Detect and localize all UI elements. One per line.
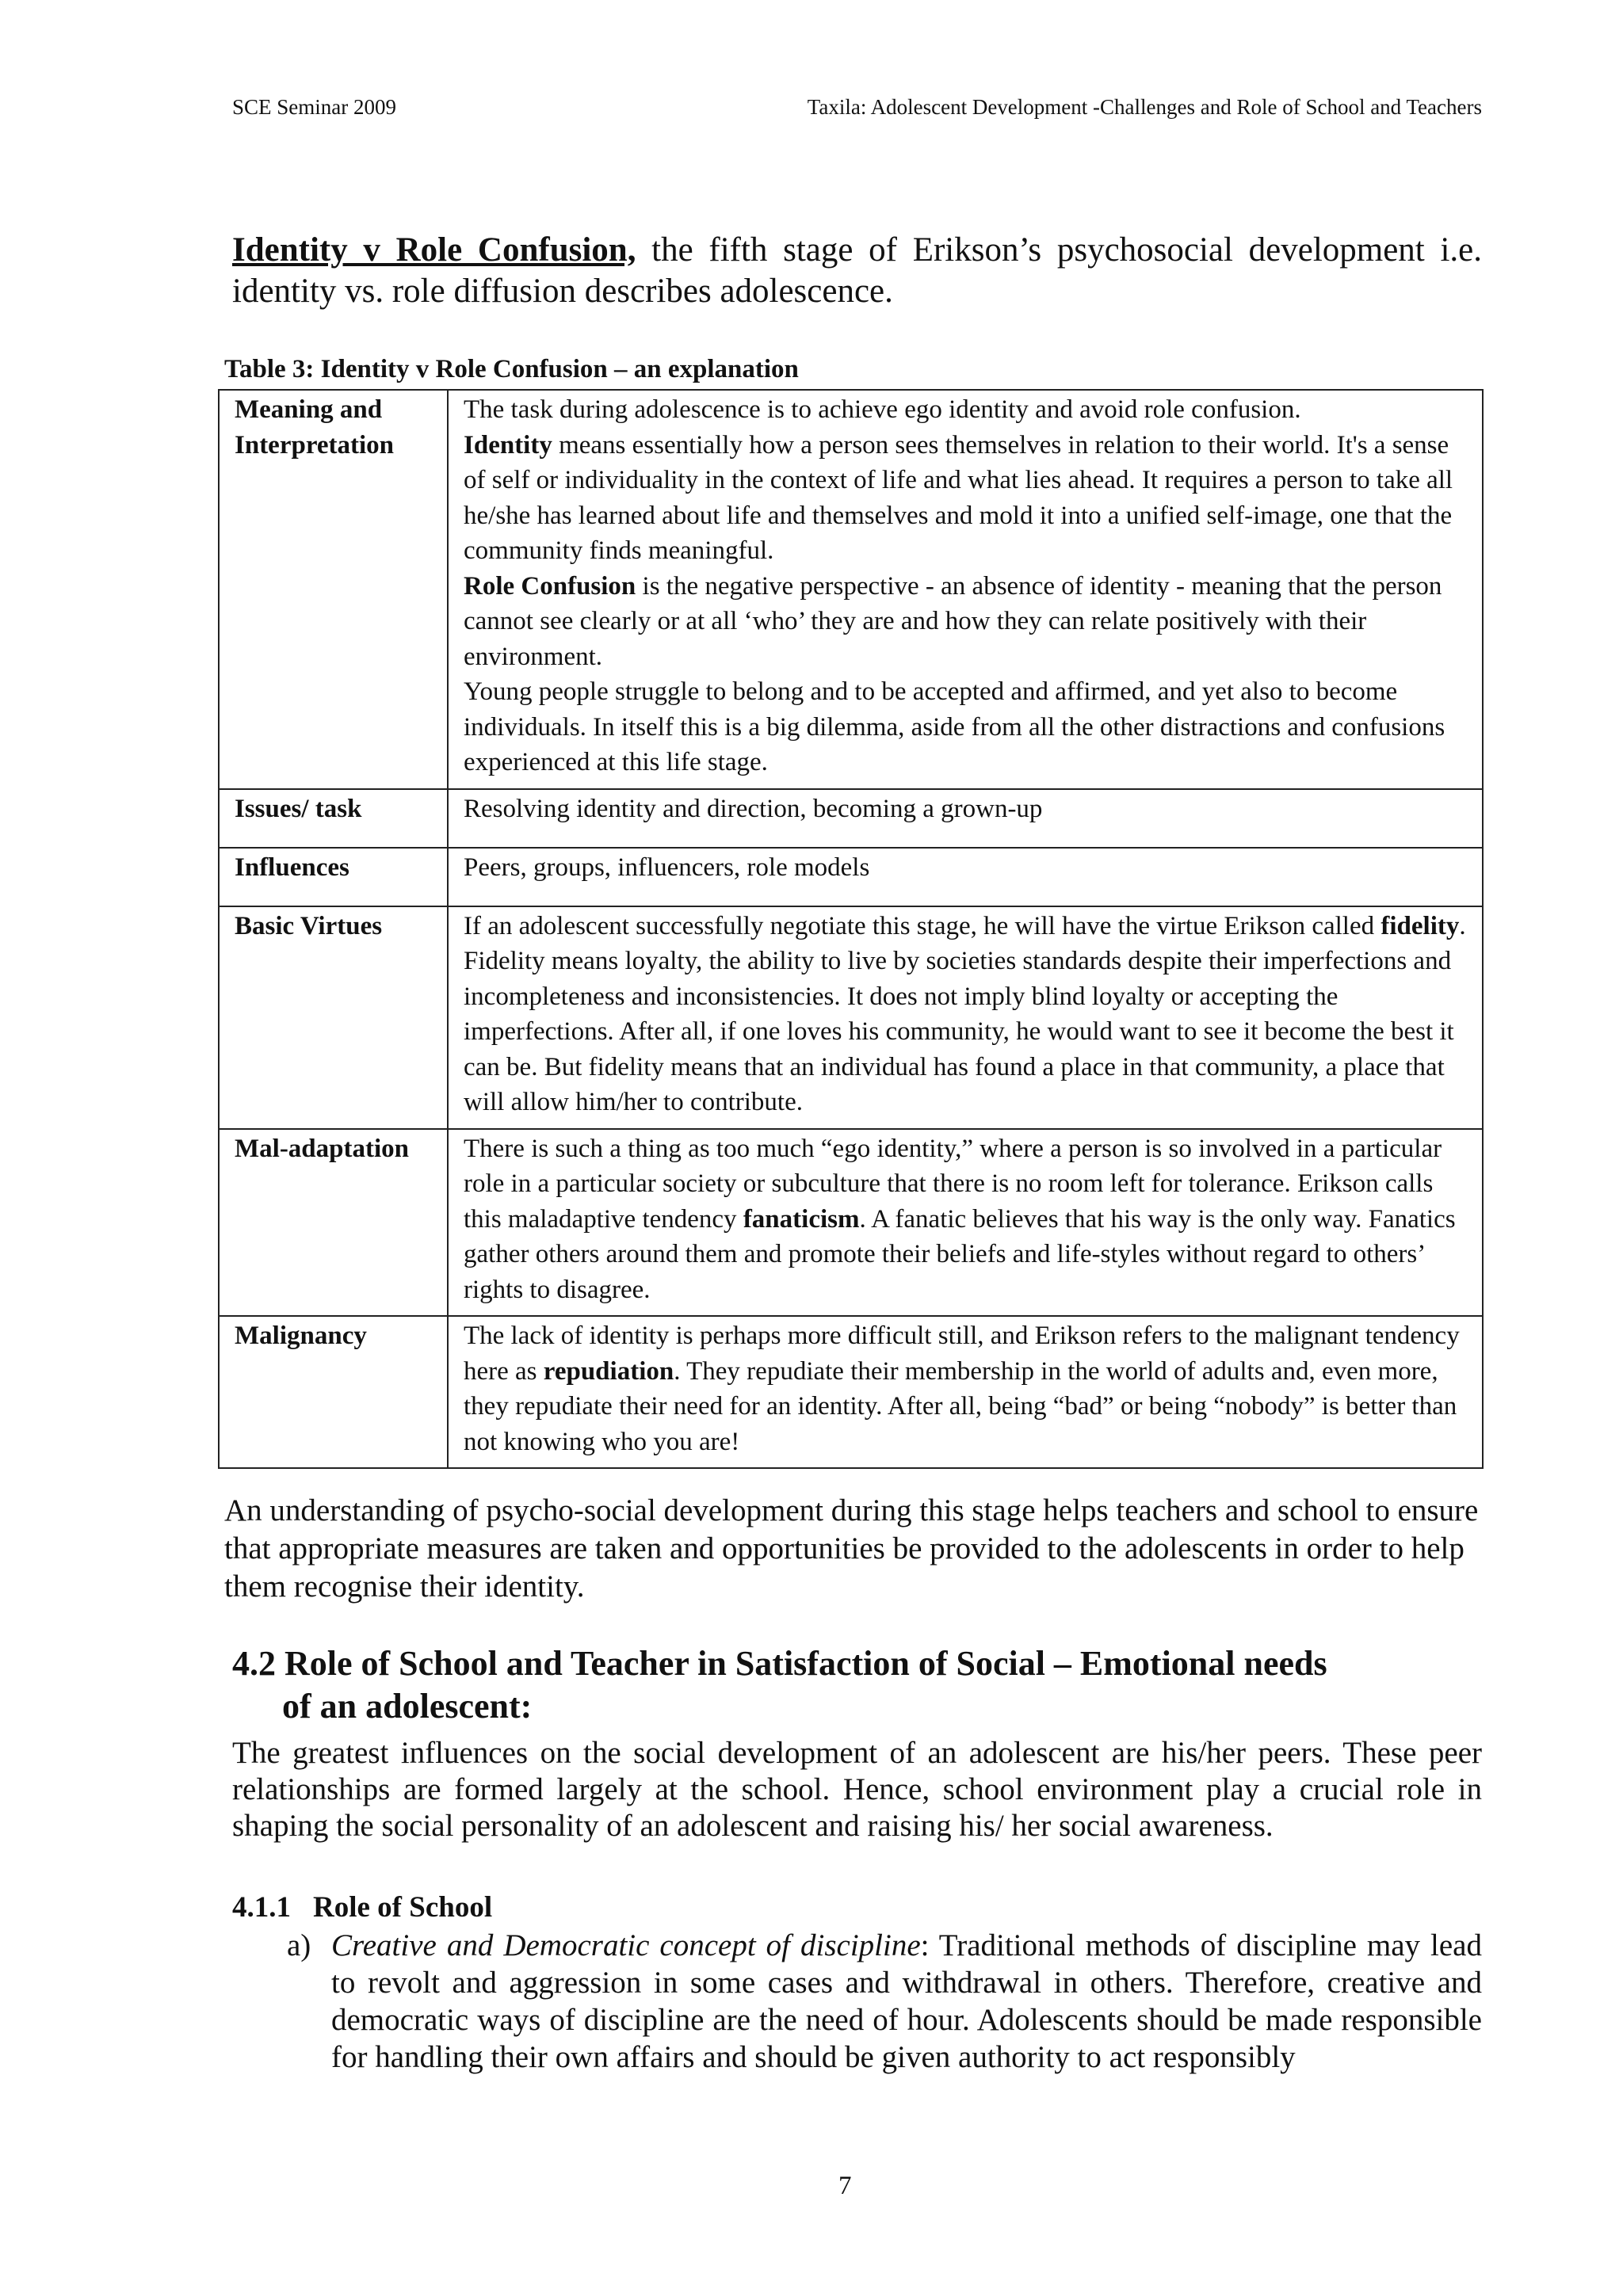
virtues-text-before: If an adolescent successfully negotiate this stage, he will have the virtue Erikson called [464, 911, 1381, 940]
table-row-maladaptation [219, 1129, 1483, 1317]
role-confusion-term: Role Confusion [464, 571, 636, 601]
section-body-paragraph: The greatest influences on the social development of an adolescent are his/her peers. These peer relationships are formed largely at the school. Hence, school environment play a crucial role in shaping the social personality of an adolescent and raising his/ her social awareness. [232, 1736, 1482, 1843]
table-caption: Table 3: Identity v Role Confusion – an explanation [224, 355, 799, 383]
subsection-title: Role of School [313, 1891, 493, 1924]
intro-lead: Identity v Role Confusion, [232, 231, 636, 269]
identity-definition: means essentially how a person sees themselves in relation to their world. It's a sense of self or individuality in the context of life and what lies ahead. It requires a person to take all he/she has learned about life and themselves and mold it into a unified self-image, one that the community finds meaningful. [464, 430, 1453, 565]
running-header-right: Taxila: Adolescent Development -Challenges and Role of School and Teachers [807, 95, 1482, 119]
row-body-meaning [448, 390, 1483, 789]
row-head-malignancy: Malignancy [219, 1316, 448, 1468]
row-body-virtues [448, 906, 1483, 1129]
after-table-paragraph: An understanding of psycho-social development during this stage helps teachers and school to ensure that appropriate measures are taken and opportunities be provided to the adolescents in order to help them recognise their identity. [224, 1493, 1479, 1604]
table-row-issues [219, 789, 1483, 848]
list-item-content [331, 1927, 1482, 2076]
subsection-number: 4.1.1 [232, 1891, 291, 1924]
section-heading [232, 1642, 1482, 1728]
maladaptation-text-after: . A fanatic believes that his way is the only way. Fanatics gather others around them and promote their beliefs and life-styles without regard to others’ rights to disagree. [464, 1204, 1456, 1304]
identity-term: Identity [464, 430, 552, 460]
section-heading-line1: 4.2 Role of School and Teacher in Satisfaction of Social – Emotional needs [232, 1644, 1327, 1683]
meaning-young-people: Young people struggle to belong and to be accepted and affirmed, and yet also to become individuals. In itself this is a big dilemma, aside from all the other distractions and confusions experienced at this life stage. [464, 677, 1445, 776]
meaning-identity [464, 428, 1471, 569]
virtues-text-after: . Fidelity means loyalty, the ability to live by societies standards despite their imperfections and incompleteness and inconsistencies. It does not imply blind loyalty or accepting the imperfections. After all, if one loves his community, he would want to see it become the best it can be. But fidelity means that an individual has found a place in that community, a place that will allow him/her to contribute. [464, 911, 1466, 1116]
row-head-virtues: Basic Virtues [219, 906, 448, 1129]
table-row-meaning [219, 390, 1483, 789]
row-body-maladaptation [448, 1129, 1483, 1317]
intro-paragraph [232, 230, 1482, 312]
table-row-malignancy [219, 1316, 1483, 1468]
list-marker: a) [287, 1928, 311, 1962]
meaning-role-confusion [464, 569, 1471, 675]
repudiation-term: repudiation [543, 1356, 674, 1386]
row-head-meaning: Meaning and Interpretation [219, 390, 448, 789]
running-header-left: SCE Seminar 2009 [232, 95, 396, 119]
subsection-heading [232, 1890, 492, 1924]
fanaticism-term: fanaticism [743, 1204, 860, 1234]
malignancy-text-before: The lack of identity is perhaps more difficult still, and Erikson refers to the malignant tendency here as [464, 1322, 1460, 1386]
maladaptation-text-before: There is such a thing as too much “ego identity,” where a person is so involved in a particular role in a particular society or subculture that there is no room left for tolerance. Erikson calls this maladaptive tendency [464, 1134, 1442, 1234]
row-body-influences: Peers, groups, influencers, role models [448, 848, 1483, 906]
meaning-task: The task during adolescence is to achieve ego identity and avoid role confusion. [464, 395, 1301, 424]
row-head-issues: Issues/ task [219, 789, 448, 848]
row-body-malignancy [448, 1316, 1483, 1468]
intro-rest: the fifth stage of Erikson’s psychosocial development i.e. identity vs. role diffusion describes adolescence. [232, 231, 1482, 310]
table-row-virtues [219, 906, 1483, 1129]
fidelity-term: fidelity [1381, 911, 1460, 940]
row-head-maladaptation: Mal-adaptation [219, 1129, 448, 1317]
explanation-table [218, 389, 1484, 1469]
list-item-term: Creative and Democratic concept of discipline [331, 1928, 921, 1962]
list-item-text: : Traditional methods of discipline may lead to revolt and aggression in some cases and withdrawal in others. Therefore, creative and democratic ways of discipline are the need of hour. Adolescents should be made responsible for handling their own affairs and should be given authority to act responsibly [331, 1928, 1482, 2074]
list-item [287, 1927, 1482, 2076]
page-number: 7 [838, 2172, 852, 2200]
role-confusion-definition: is the negative perspective - an absence of identity - meaning that the person cannot see clearly or at all ‘who’ they are and how they can relate positively with their environment. [464, 571, 1442, 671]
malignancy-text-after: . They repudiate their membership in the world of adults and, even more, they repudiate their need for an identity. After all, being “bad” or being “nobody” is better than not knowing who you are! [464, 1356, 1457, 1456]
table-row-influences [219, 848, 1483, 906]
row-body-issues: Resolving identity and direction, becoming a grown-up [448, 789, 1483, 848]
section-heading-line2: of an adolescent: [282, 1687, 533, 1726]
row-head-influences: Influences [219, 848, 448, 906]
